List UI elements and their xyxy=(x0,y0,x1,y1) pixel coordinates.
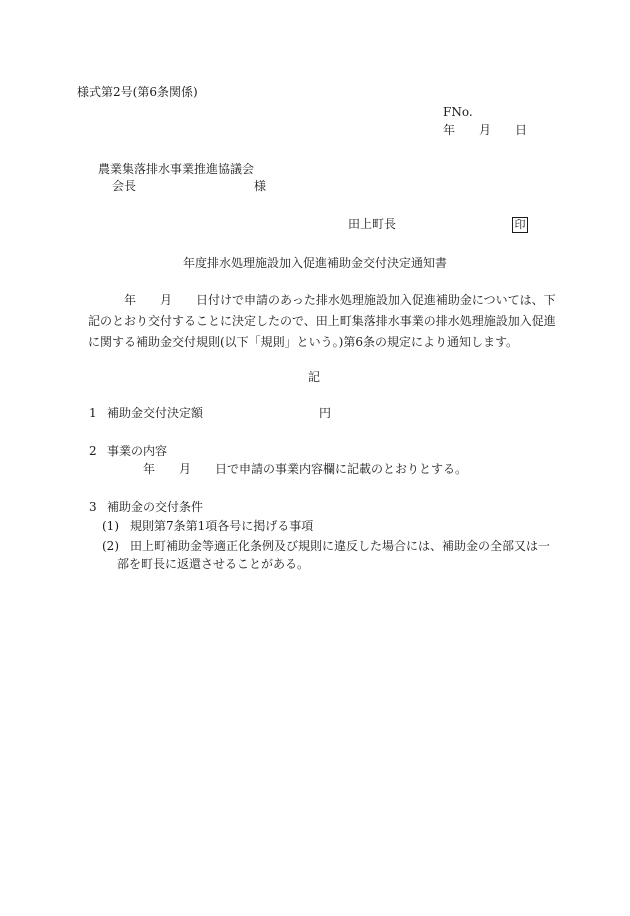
issuer-name: 田上町長 xyxy=(348,217,397,231)
item3-sub2-continuation: 部を町長に返還させることがある。 xyxy=(117,557,310,571)
fno-label: FNo. xyxy=(443,105,473,119)
item3-number: 3 xyxy=(89,500,97,514)
item3-sub2-text: 田上町補助金等適正化条例及び規則に違反した場合には、補助金の全部又は一 xyxy=(130,539,551,553)
document-title: 年度排水処理施設加入促進補助金交付決定通知書 xyxy=(183,256,448,270)
seal-mark: 印 xyxy=(512,217,528,233)
form-number: 様式第2号(第6条関係) xyxy=(77,85,198,99)
body-line-3: に関する補助金交付規則(以下「規則」という。)第6条の規定により通知します。 xyxy=(88,335,519,349)
item3-label: 補助金の交付条件 xyxy=(107,500,204,514)
ki-heading: 記 xyxy=(308,370,321,384)
item1-label: 補助金交付決定額 xyxy=(107,406,204,420)
item1-unit: 円 xyxy=(319,406,332,420)
item2-detail: 年 月 日で申請の事業内容欄に記載のとおりとする。 xyxy=(143,462,468,476)
body-line-2: 記のとおり交付することに決定したので、田上町集落排水事業の排水処理施設加入促進 xyxy=(88,314,556,328)
item1-number: 1 xyxy=(89,406,97,420)
recipient-honorific: 様 xyxy=(254,179,267,193)
item3-sub1-number: (1) xyxy=(102,519,119,533)
item3-sub1-text: 規則第7条第1項各号に掲げる事項 xyxy=(130,519,314,533)
date-line: 年 月 日 xyxy=(443,123,528,137)
recipient-org: 農業集落排水事業推進協議会 xyxy=(98,162,255,176)
body-line-1: 年 月 日付けで申請のあった排水処理施設加入促進補助金については、下 xyxy=(124,293,556,307)
item2-number: 2 xyxy=(89,444,97,458)
item2-label: 事業の内容 xyxy=(107,444,168,458)
issuer-seal-wrap xyxy=(512,216,528,233)
recipient-title: 会長 xyxy=(112,179,137,193)
item3-sub2-number: (2) xyxy=(102,539,119,553)
